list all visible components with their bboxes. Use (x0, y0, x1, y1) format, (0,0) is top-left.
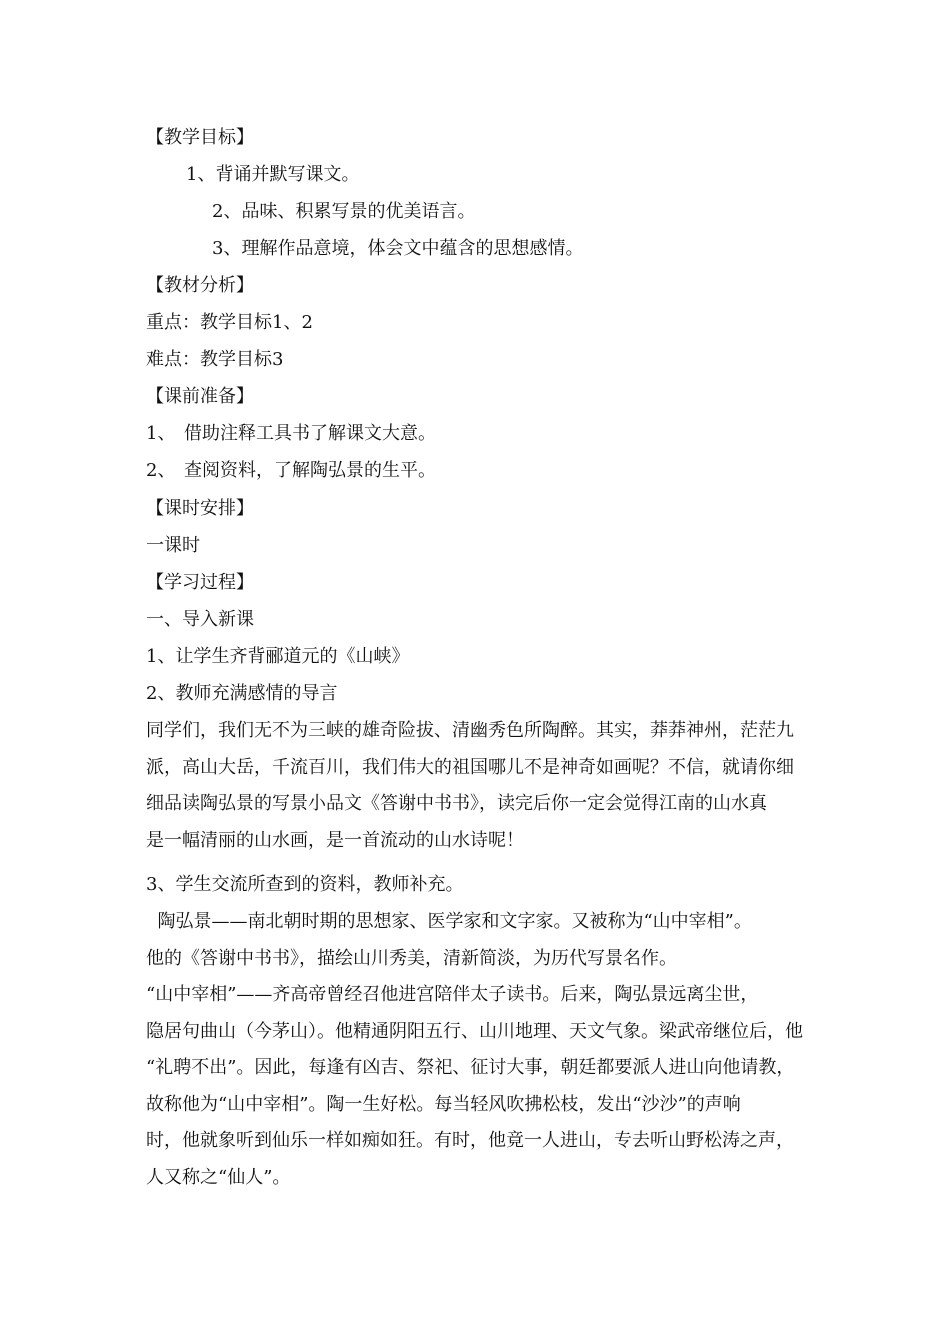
nickname-paragraph (146, 977, 810, 1196)
material-analysis-heading: 【教材分析】 (146, 275, 254, 296)
step-1-item-1: 1、让学生齐背郦道元的《山峡》 (146, 646, 410, 667)
bio-line: 陶弘景——南北朝时期的思想家、医学家和文字家。又被称为“山中宰相”。 (146, 911, 752, 932)
bio-line: 他的《答谢中书书》，描绘山川秀美，清新简淡，为历代写景名作。 (146, 947, 677, 969)
prep-item-1-text: 借助注释工具书了解课文大意。 (184, 423, 436, 444)
process-heading: 【学习过程】 (146, 572, 254, 593)
intro-line: 派，高山大岳，千流百川，我们伟大的祖国哪儿不是神奇如画呢？不信，就请你细 (146, 756, 794, 778)
schedule-heading: 【课时安排】 (146, 498, 254, 519)
prep-item-2 (146, 460, 436, 482)
preparation-heading: 【课前准备】 (146, 386, 254, 407)
nickname-line: 故称他为“山中宰相”。陶一生好松。每当轻风吹拂松枝，发出“沙沙”的声响 (146, 1093, 741, 1115)
step-1-item-2: 2、教师充满感情的导言 (146, 683, 338, 704)
prep-item-2-number: 2、 (146, 460, 176, 481)
goal-item-1: 1、背诵并默写课文。 (186, 164, 360, 185)
nickname-line: “礼聘不出”。因此，每逢有凶吉、祭祀、征讨大事，朝廷都要派人进山向他请教， (146, 1057, 795, 1078)
nickname-line: 人又称之“仙人”。 (146, 1166, 291, 1188)
goal-item-2: 2、品味、积累写景的优美语言。 (212, 201, 476, 222)
intro-line: 是一幅清丽的山水画，是一首流动的山水诗呢！ (146, 829, 524, 851)
prep-item-1 (146, 423, 436, 445)
nickname-line: 时，他就象听到仙乐一样如痴如狂。有时，他竟一人进山，专去听山野松涛之声， (146, 1130, 794, 1151)
prep-item-1-number: 1、 (146, 423, 176, 444)
prep-item-2-text: 查阅资料，了解陶弘景的生平。 (184, 460, 436, 481)
intro-line: 细品读陶弘景的写景小品文《答谢中书书》，读完后你一定会觉得江南的山水真 (146, 793, 767, 814)
intro-paragraph (146, 713, 810, 859)
schedule-text: 一课时 (146, 535, 200, 556)
nickname-line: 隐居句曲山（今茅山）。他精通阴阳五行、山川地理、天文气象。梁武帝继位后，他 (146, 1020, 803, 1042)
bio-paragraph (146, 904, 810, 977)
step-1-item-3: 3、学生交流所查到的资料，教师补充。 (146, 874, 464, 895)
teaching-goals-heading: 【教学目标】 (146, 127, 254, 148)
step-1-title: 一、导入新课 (146, 609, 254, 630)
nickname-line: “山中宰相”——齐高帝曾经召他进宫陪伴太子读书。后来，陶弘景远离尘世， (146, 984, 759, 1005)
key-point: 重点：教学目标1、2 (146, 312, 313, 333)
intro-line: 同学们，我们无不为三峡的雄奇险拔、清幽秀色所陶醉。其实，莽莽神州，茫茫九 (146, 720, 794, 741)
goal-item-3: 3、理解作品意境，体会文中蕴含的思想感情。 (212, 238, 584, 259)
difficulty-point: 难点：教学目标3 (146, 349, 284, 370)
